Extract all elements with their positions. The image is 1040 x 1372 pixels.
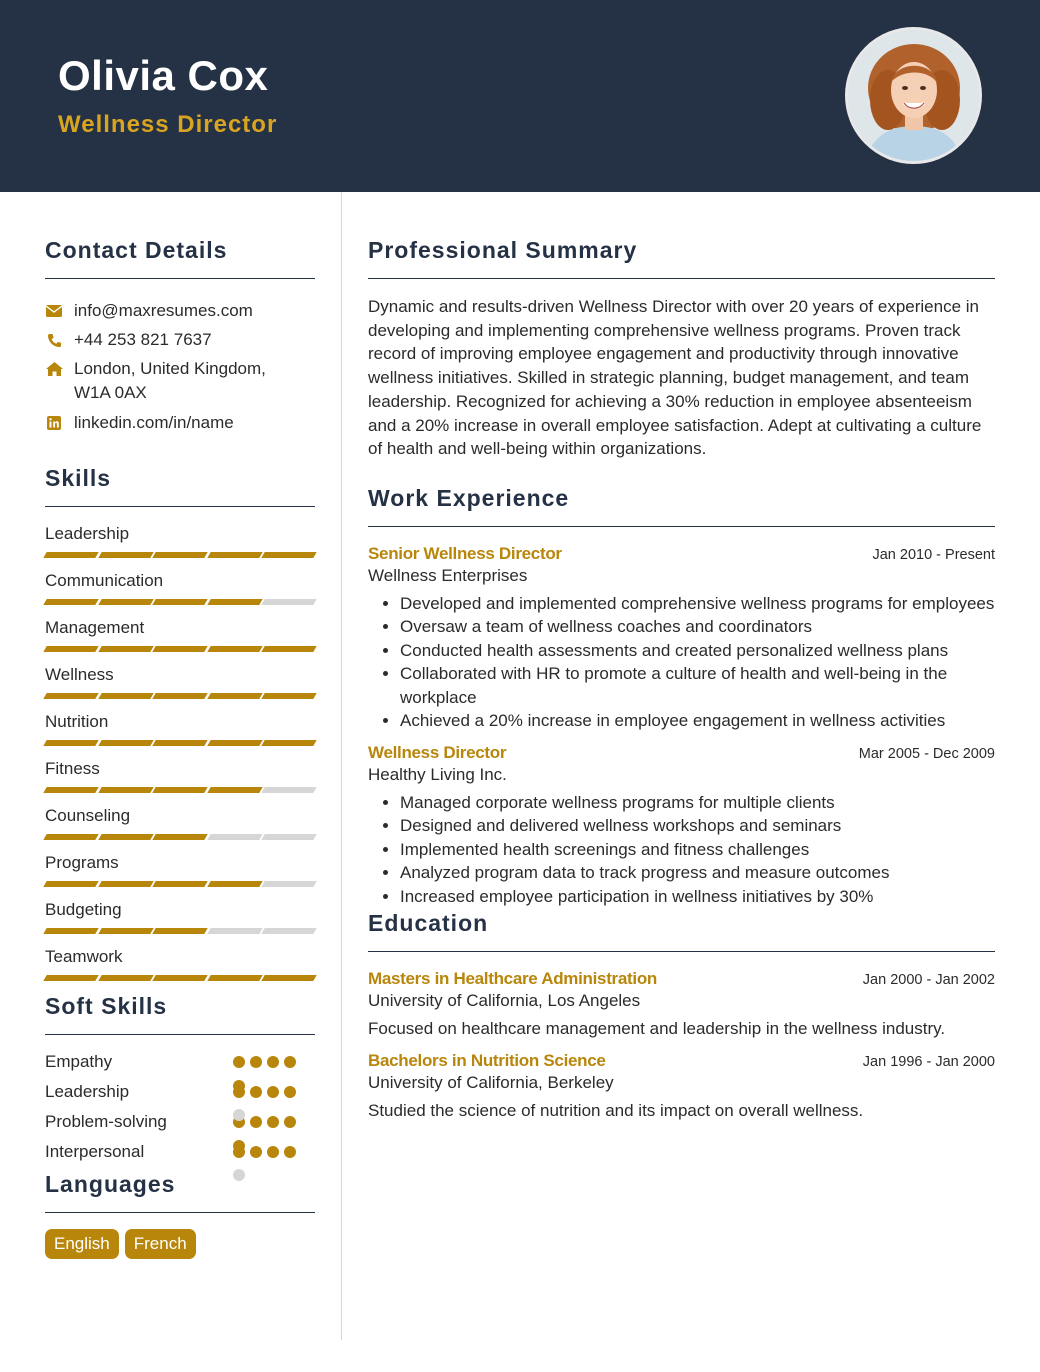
skill-level-segment xyxy=(152,646,207,652)
skill-row xyxy=(45,524,315,558)
skill-name: Fitness xyxy=(45,759,100,778)
skill-name: Teamwork xyxy=(45,947,123,966)
skill-row xyxy=(45,947,315,981)
skill-level-segment xyxy=(98,787,153,793)
skill-level-segment xyxy=(98,693,153,699)
skill-level-segment xyxy=(207,881,262,887)
rating-dot xyxy=(267,1086,279,1098)
education-heading: Education xyxy=(368,910,489,937)
candidate-name: Olivia Cox xyxy=(58,52,269,99)
skill-level-segment xyxy=(207,928,262,934)
soft-skill-name: Problem-solving xyxy=(45,1112,167,1131)
skill-level-segment xyxy=(262,740,317,746)
skill-level-segment xyxy=(262,646,317,652)
skill-level-bar xyxy=(45,834,315,840)
rating-dot xyxy=(233,1140,245,1152)
skill-level-segment xyxy=(207,693,262,699)
contact-section xyxy=(45,237,315,435)
envelope-icon xyxy=(45,302,63,320)
skill-level-segment xyxy=(43,787,98,793)
skills-heading: Skills xyxy=(45,465,112,491)
rating-dot xyxy=(267,1056,279,1068)
skill-level-segment xyxy=(207,646,262,652)
address-line-2: W1A 0AX xyxy=(74,383,147,402)
skill-level-segment xyxy=(152,881,207,887)
skill-name: Nutrition xyxy=(45,712,109,731)
rating-dots xyxy=(233,1116,315,1128)
degree-title: Bachelors in Nutrition Science xyxy=(368,1051,606,1071)
section-rule xyxy=(45,1034,315,1035)
school-name: University of California, Berkeley xyxy=(368,1073,614,1093)
contact-phone xyxy=(45,328,315,352)
soft-skills-list xyxy=(45,1047,315,1167)
skill-level-segment xyxy=(98,646,153,652)
summary-heading: Professional Summary xyxy=(368,237,638,263)
skill-level-segment xyxy=(152,928,207,934)
job-bullets xyxy=(368,791,995,909)
home-icon xyxy=(45,360,63,378)
education-section xyxy=(368,910,995,1121)
rating-dots xyxy=(233,1146,315,1158)
job-title: Senior Wellness Director xyxy=(368,543,562,563)
rating-dots xyxy=(233,1056,315,1068)
job-entry xyxy=(368,544,995,733)
rating-dot xyxy=(284,1056,296,1068)
languages-heading: Languages xyxy=(45,1171,176,1197)
rating-dot xyxy=(284,1146,296,1158)
rating-dot xyxy=(250,1146,262,1158)
skill-row xyxy=(45,806,315,840)
section-rule xyxy=(45,278,315,279)
right-column xyxy=(368,192,995,1121)
skill-level-segment xyxy=(152,975,207,981)
bullet-item: • Implemented health screenings and fitness challenges xyxy=(400,838,995,862)
bullet-item: • Oversaw a team of wellness coaches and coordinators xyxy=(400,615,995,639)
skill-row xyxy=(45,900,315,934)
job-entry xyxy=(368,743,995,909)
skill-level-bar xyxy=(45,928,315,934)
skill-row xyxy=(45,665,315,699)
soft-skill-row xyxy=(45,1047,315,1077)
skill-level-segment xyxy=(152,693,207,699)
skill-level-segment xyxy=(43,552,98,558)
skill-level-bar xyxy=(45,599,315,605)
skill-level-segment xyxy=(43,646,98,652)
experience-section xyxy=(368,485,995,909)
experience-heading: Work Experience xyxy=(368,484,570,511)
skill-level-segment xyxy=(262,599,317,605)
skill-level-segment xyxy=(98,928,153,934)
soft-skill-row xyxy=(45,1077,315,1107)
degree-date: Jan 2000 - Jan 2002 xyxy=(862,972,995,989)
person-photo-icon xyxy=(848,30,979,161)
rating-dot xyxy=(250,1086,262,1098)
skill-name: Programs xyxy=(45,853,119,872)
soft-skills-heading: Soft Skills xyxy=(45,993,168,1019)
languages-section xyxy=(45,1171,315,1259)
skill-level-segment xyxy=(98,881,153,887)
education-entry xyxy=(368,1051,995,1121)
section-rule xyxy=(45,506,315,507)
language-tag: English xyxy=(45,1229,119,1259)
skill-level-segment xyxy=(98,599,153,605)
column-divider xyxy=(341,192,342,1340)
address-line-1: London, United Kingdom, xyxy=(74,359,266,378)
skill-level-segment xyxy=(207,834,262,840)
bullet-item: • Managed corporate wellness programs for multiple clients xyxy=(400,791,995,815)
skill-level-segment xyxy=(262,975,317,981)
skill-name: Wellness xyxy=(45,665,114,684)
skill-name: Budgeting xyxy=(45,900,122,919)
skills-list xyxy=(45,524,315,981)
job-title: Wellness Director xyxy=(368,742,507,762)
skill-row xyxy=(45,571,315,605)
skill-level-bar xyxy=(45,975,315,981)
degree-date: Jan 1996 - Jan 2000 xyxy=(862,1054,995,1071)
skill-level-segment xyxy=(43,599,98,605)
skill-level-segment xyxy=(262,881,317,887)
contact-linkedin xyxy=(45,411,315,435)
soft-skills-section xyxy=(45,993,315,1167)
skill-name: Leadership xyxy=(45,524,130,543)
bullet-item: • Analyzed program data to track progress and measure outcomes xyxy=(400,861,995,885)
rating-dot xyxy=(233,1080,245,1092)
job-company: Wellness Enterprises xyxy=(368,565,528,585)
school-name: University of California, Los Angeles xyxy=(368,991,641,1011)
skill-row xyxy=(45,618,315,652)
skill-level-segment xyxy=(152,834,207,840)
soft-skill-name: Empathy xyxy=(45,1052,113,1071)
section-rule xyxy=(368,278,995,279)
contact-address xyxy=(45,357,315,405)
resume-header xyxy=(0,0,1040,192)
section-rule xyxy=(45,1212,315,1213)
bullet-item: • Designed and delivered wellness workshops and seminars xyxy=(400,814,995,838)
language-tag: French xyxy=(125,1229,196,1259)
rating-dot xyxy=(284,1116,296,1128)
skill-level-segment xyxy=(207,599,262,605)
skill-level-bar xyxy=(45,693,315,699)
skill-level-bar xyxy=(45,881,315,887)
bullet-item: • Developed and implemented comprehensive wellness programs for employees xyxy=(400,592,995,616)
bullet-item: • Increased employee participation in wellness initiatives by 30% xyxy=(400,885,995,909)
job-date: Jan 2010 - Present xyxy=(872,546,995,563)
bullet-item: • Collaborated with HR to promote a culture of health and well-being in the workplace xyxy=(400,662,995,709)
phone-icon xyxy=(45,331,63,349)
rating-dot xyxy=(233,1056,245,1068)
degree-description: Studied the science of nutrition and its impact on overall wellness. xyxy=(368,1101,864,1121)
skill-name: Counseling xyxy=(45,806,131,825)
rating-dot xyxy=(284,1086,296,1098)
soft-skill-row xyxy=(45,1107,315,1137)
skill-level-segment xyxy=(98,975,153,981)
skill-level-segment xyxy=(98,834,153,840)
skill-level-segment xyxy=(43,740,98,746)
left-column xyxy=(45,192,315,1259)
skill-level-segment xyxy=(152,787,207,793)
skill-level-segment xyxy=(43,928,98,934)
skill-level-segment xyxy=(262,787,317,793)
rating-dot xyxy=(233,1109,245,1121)
skill-level-segment xyxy=(152,740,207,746)
contact-email xyxy=(45,299,315,323)
skill-name: Communication xyxy=(45,571,164,590)
linkedin-icon xyxy=(45,414,63,432)
skill-level-bar xyxy=(45,552,315,558)
rating-dot xyxy=(233,1169,245,1181)
rating-dot xyxy=(267,1146,279,1158)
soft-skill-name: Leadership xyxy=(45,1082,130,1101)
degree-title: Masters in Healthcare Administration xyxy=(368,969,657,989)
skill-row xyxy=(45,712,315,746)
skill-level-segment xyxy=(207,552,262,558)
profile-photo xyxy=(845,27,982,164)
skill-row xyxy=(45,853,315,887)
linkedin-link[interactable]: linkedin.com/in/name xyxy=(74,413,234,432)
rating-dot xyxy=(250,1056,262,1068)
summary-section xyxy=(368,237,995,461)
phone-number[interactable]: +44 253 821 7637 xyxy=(74,330,212,349)
address-text xyxy=(74,357,266,405)
skill-level-segment xyxy=(43,834,98,840)
rating-dot xyxy=(250,1116,262,1128)
skill-level-segment xyxy=(262,928,317,934)
skill-level-segment xyxy=(152,599,207,605)
skill-level-segment xyxy=(43,975,98,981)
skill-level-segment xyxy=(207,975,262,981)
skill-level-bar xyxy=(45,646,315,652)
skill-level-segment xyxy=(98,552,153,558)
summary-text: Dynamic and results-driven Wellness Director with over 20 years of experience in developing and implementing comprehensive wellness programs. Proven track record of improving employee engagement and productivity through innovative wellness initiatives. Skilled in strategic planning, budget management, and team leadership. Recognized for achieving a 30% reduction in employee absenteeism and a 20% increase in overall employee satisfaction. Adept at cultivating a culture of health and well-being within organizations. xyxy=(368,297,982,459)
soft-skill-row xyxy=(45,1137,315,1167)
soft-skill-name: Interpersonal xyxy=(45,1142,145,1161)
skill-level-segment xyxy=(207,787,262,793)
section-rule xyxy=(368,526,995,527)
skill-level-segment xyxy=(262,552,317,558)
skill-level-segment xyxy=(207,740,262,746)
candidate-title: Wellness Director xyxy=(58,111,278,138)
skill-level-segment xyxy=(152,552,207,558)
degree-description: Focused on healthcare management and leadership in the wellness industry. xyxy=(368,1019,946,1039)
contact-heading: Contact Details xyxy=(45,237,228,263)
job-date: Mar 2005 - Dec 2009 xyxy=(858,745,995,762)
skill-level-segment xyxy=(43,693,98,699)
email-link[interactable]: info@maxresumes.com xyxy=(74,301,253,320)
skills-section xyxy=(45,465,315,981)
job-bullets xyxy=(368,592,995,733)
skill-level-segment xyxy=(262,693,317,699)
bullet-item: • Conducted health assessments and created personalized wellness plans xyxy=(400,639,995,663)
skill-level-segment xyxy=(262,834,317,840)
languages-list xyxy=(45,1229,315,1259)
skill-level-segment xyxy=(98,740,153,746)
skill-row xyxy=(45,759,315,793)
education-entry xyxy=(368,969,995,1039)
rating-dot xyxy=(267,1116,279,1128)
skill-level-bar xyxy=(45,740,315,746)
bullet-item: • Achieved a 20% increase in employee engagement in wellness activities xyxy=(400,709,995,733)
skill-level-bar xyxy=(45,787,315,793)
job-company: Healthy Living Inc. xyxy=(368,764,507,784)
section-rule xyxy=(368,951,995,952)
skill-level-segment xyxy=(43,881,98,887)
rating-dots xyxy=(233,1086,315,1098)
skill-name: Management xyxy=(45,618,145,637)
